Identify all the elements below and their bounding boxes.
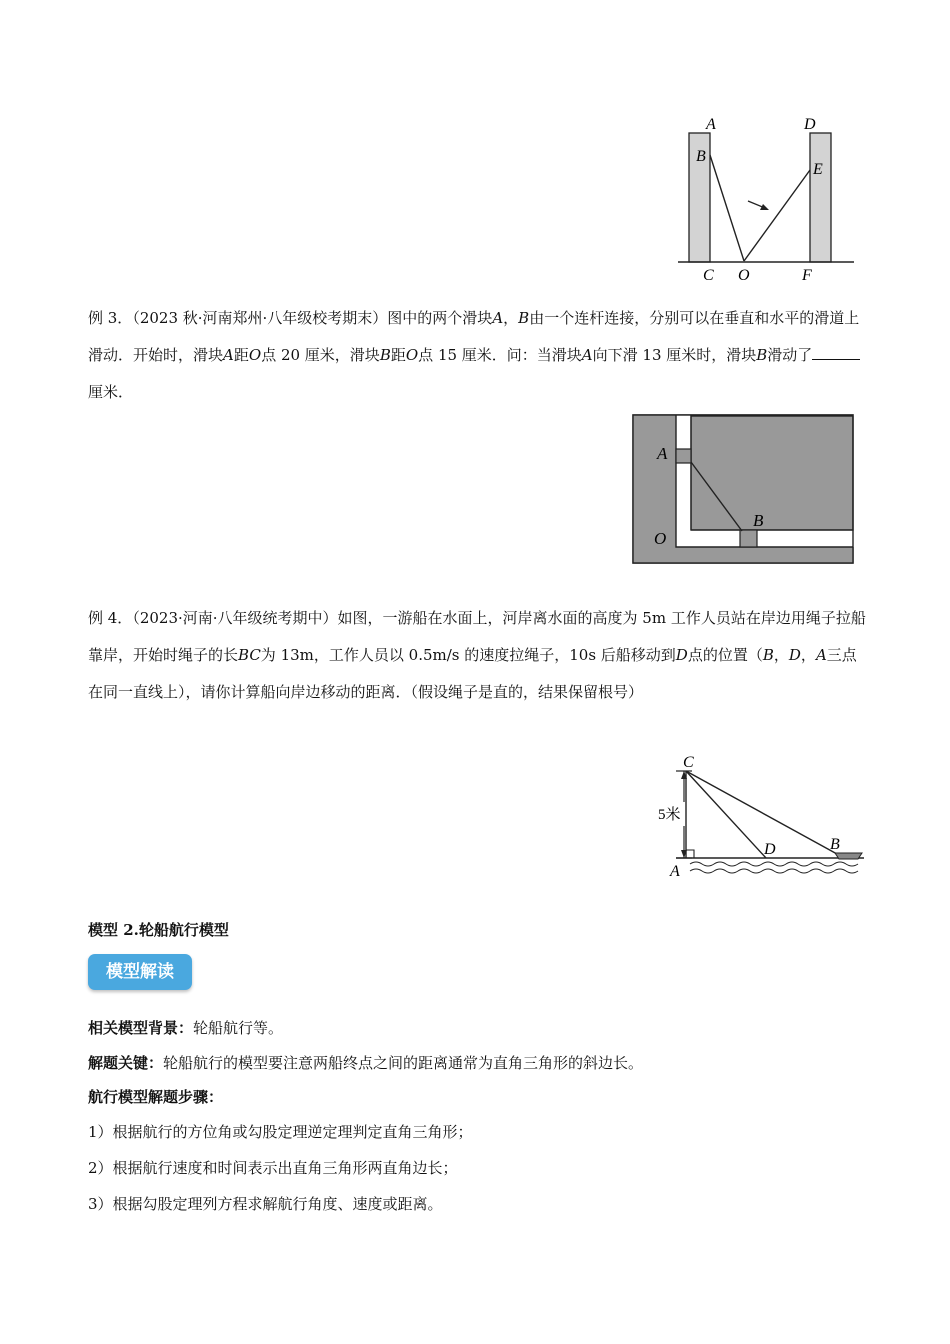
example3-text3: 距 xyxy=(233,346,249,364)
label-a: A xyxy=(706,116,716,133)
example4-text1: 如图，一游船在水面上，河岸离水面的高度为 5m 工作人员站在岸边用绳子拉船靠岸，开始时绳子的长 xyxy=(88,609,866,664)
example3-text5: 距 xyxy=(390,346,406,364)
var-b: B xyxy=(379,346,391,364)
example3-text2: 由一个连杆连接，分别可以在垂直和水平的滑道上滑动．开始时，滑块 xyxy=(88,309,860,364)
example4-text2: 为 13m，工作人员以 0.5m/s 的速度拉绳子，10s 后船移动到 xyxy=(260,646,676,664)
ladder-oe xyxy=(744,170,810,261)
var-bc: BC xyxy=(238,646,261,664)
example3-source: （2023 秋·河南郑州·八年级校考期末） xyxy=(132,309,388,327)
section-heading: 模型 2.轮船航行模型 xyxy=(88,921,229,939)
label-f: F xyxy=(802,267,812,284)
example4-source: （2023·河南·八年级统考期中） xyxy=(132,609,338,627)
slider-b xyxy=(740,530,757,547)
example4-text4: 三点在同一直线上），请你计算船向岸边移动的距离．（假设绳子是直的，结果保留根号） xyxy=(88,646,857,701)
var-a: A xyxy=(223,346,234,364)
answer-blank xyxy=(812,345,860,360)
sep: ， xyxy=(773,646,789,664)
label-b: B xyxy=(753,511,764,530)
label-e: E xyxy=(813,161,823,178)
label-a: A xyxy=(657,444,668,463)
example3-text1: 图中的两个滑块 xyxy=(387,309,493,327)
ladder-bo xyxy=(710,155,744,261)
right-angle-mark xyxy=(686,850,694,858)
rope-cb xyxy=(686,771,837,854)
sep: ， xyxy=(800,646,816,664)
block xyxy=(691,416,853,530)
label-a: A xyxy=(670,863,680,880)
var-o: O xyxy=(248,346,262,364)
example3-text7: 向下滑 13 厘米时，滑块 xyxy=(592,346,757,364)
wave-2 xyxy=(690,869,858,873)
label-o: O xyxy=(738,267,750,284)
var-d: D xyxy=(675,646,688,664)
label-b: B xyxy=(696,148,706,165)
label-d: D xyxy=(804,116,816,133)
var-a: A xyxy=(492,309,504,327)
example3-text9: 厘米． xyxy=(88,383,134,401)
sep: ， xyxy=(503,309,519,327)
example4-label: 例 4． xyxy=(88,609,133,627)
label-o: O xyxy=(654,529,667,548)
example3-text8: 滑动了 xyxy=(767,346,813,364)
example3-text6: 点 15 厘米．问：当滑块 xyxy=(418,346,582,364)
height-label: 5米 xyxy=(658,807,681,823)
wave-1 xyxy=(690,862,858,866)
example3-text4: 点 20 厘米，滑块 xyxy=(261,346,380,364)
example4-text3: 点的位置（ xyxy=(687,646,763,664)
steps-label: 航行模型解题步骤： xyxy=(88,1088,224,1106)
label-d: D xyxy=(764,841,776,858)
step-3: 3）根据勾股定理列方程求解航行角度、速度或距离。 xyxy=(88,1195,443,1213)
example3-text xyxy=(88,300,866,411)
figure-slider xyxy=(632,413,857,565)
background-text: 轮船航行等。 xyxy=(193,1019,284,1037)
step-1: 1）根据航行的方位角或勾股定理逆定理判定直角三角形； xyxy=(88,1123,473,1141)
var-b: B xyxy=(518,309,530,327)
model-badge: 模型解读 xyxy=(88,954,192,990)
key-line xyxy=(88,1052,643,1073)
right-pole xyxy=(810,133,831,262)
background-line xyxy=(88,1017,283,1038)
step-2: 2）根据航行速度和时间表示出直角三角形两直角边长； xyxy=(88,1159,458,1177)
var-a: A xyxy=(581,346,593,364)
var-a: A xyxy=(815,646,827,664)
var-o: O xyxy=(405,346,419,364)
horizontal-track xyxy=(676,547,853,563)
key-label: 解题关键： xyxy=(88,1054,164,1072)
background-label: 相关模型背景： xyxy=(88,1019,194,1037)
rope-cd xyxy=(686,771,766,858)
var-b: B xyxy=(756,346,768,364)
label-c: C xyxy=(683,754,694,771)
label-c: C xyxy=(703,267,714,284)
example3-label: 例 3． xyxy=(88,309,133,327)
boat xyxy=(835,853,862,859)
example4-text xyxy=(88,600,866,711)
var-d: D xyxy=(788,646,801,664)
slider-a xyxy=(676,449,691,463)
label-b: B xyxy=(830,836,840,853)
var-b: B xyxy=(762,646,774,664)
key-text: 轮船航行的模型要注意两船终点之间的距离通常为直角三角形的斜边长。 xyxy=(163,1054,644,1072)
figure-ladder-poles xyxy=(672,110,862,285)
figure-boat xyxy=(654,750,868,882)
